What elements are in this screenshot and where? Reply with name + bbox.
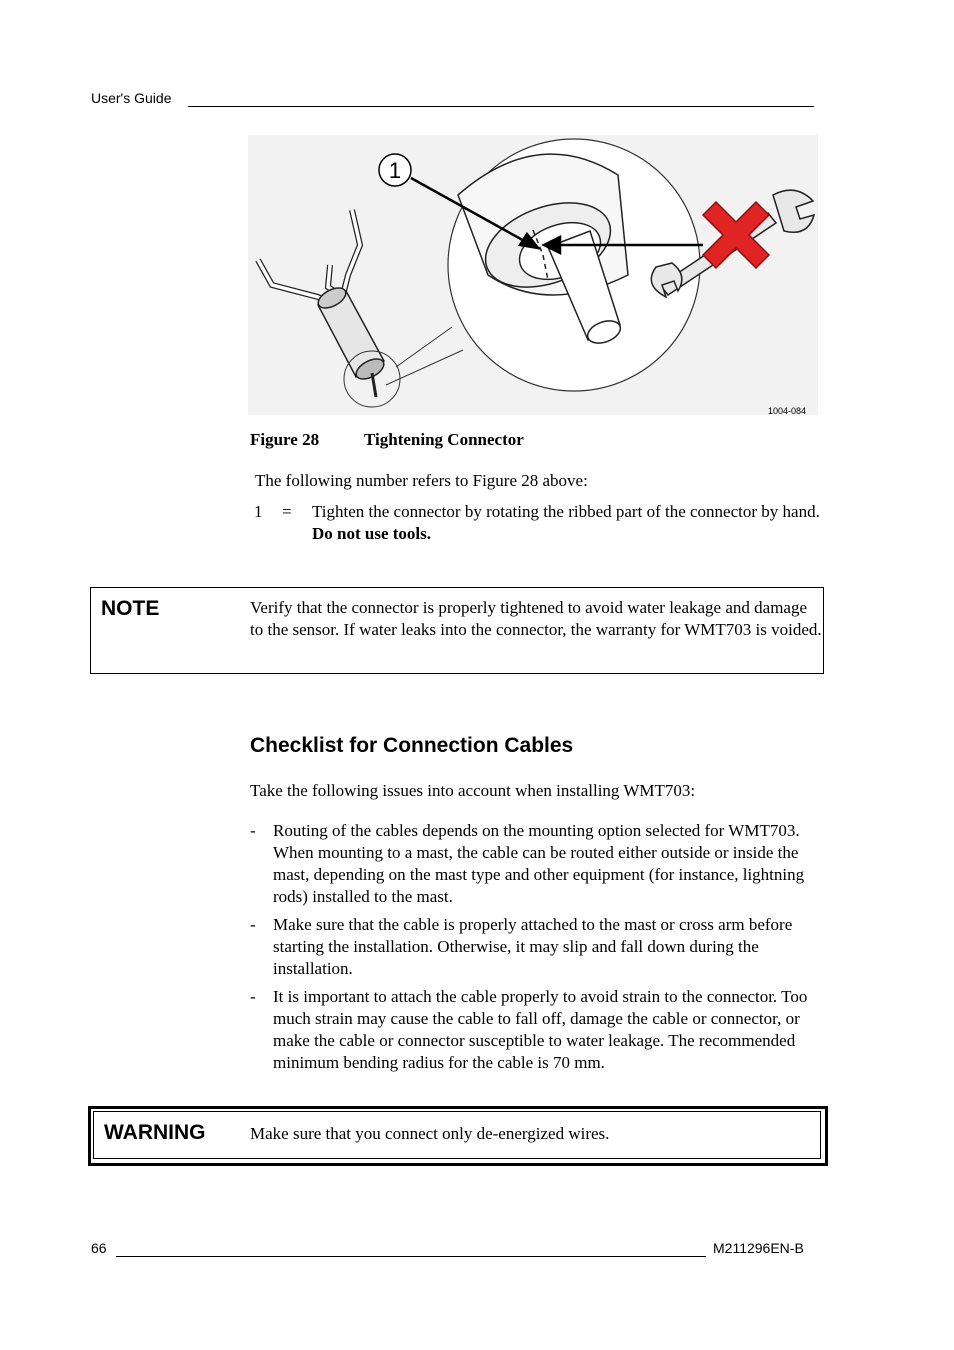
- list-item: [250, 820, 820, 908]
- reference-text-bold: Do not use tools.: [312, 524, 432, 543]
- document-code: M211296EN-B: [713, 1240, 804, 1256]
- reference-eq: =: [282, 502, 292, 521]
- figure-caption: [250, 430, 524, 450]
- section-heading: Checklist for Connection Cables: [250, 734, 574, 757]
- checklist: [250, 820, 820, 1080]
- reference-number: 1: [254, 502, 263, 521]
- reference-text-body: Tighten the connector by rotating the ribbed part of the connector by hand.: [312, 502, 820, 521]
- footer-rule: [116, 1256, 706, 1257]
- bullet-marker: -: [250, 915, 256, 934]
- figure-caption-number: Figure 28: [250, 430, 320, 449]
- list-item: [250, 914, 820, 980]
- header-rule: [188, 106, 814, 107]
- figure-caption-title: Tightening Connector: [364, 430, 524, 449]
- bullet-marker: -: [250, 821, 256, 840]
- warning-text: Make sure that you connect only de-energized wires.: [250, 1124, 610, 1143]
- connector-illustration: [248, 135, 818, 415]
- section-intro: Take the following issues into account when installing WMT703:: [250, 781, 696, 800]
- callout-number: 1: [388, 158, 402, 183]
- note-text: Verify that the connector is properly tightened to avoid water leakage and damage to the sensor. If water leaks into the connector, the warranty for WMT703 is voided.: [250, 598, 822, 639]
- references-intro: The following number refers to Figure 28 above:: [255, 471, 588, 490]
- reference-text: [312, 501, 824, 545]
- list-item-text: It is important to attach the cable properly to avoid strain to the connector. Too much strain may cause the cable to fall off, damage the cable or connector, or make the cable or connector susceptible to water leakage. The recommended minimum bending radius for the cable is 70 mm.: [273, 987, 808, 1072]
- header-title: User's Guide: [91, 90, 172, 106]
- bullet-marker: -: [250, 987, 256, 1006]
- note-label: NOTE: [101, 597, 160, 620]
- list-item: [250, 986, 820, 1074]
- warning-label: WARNING: [104, 1121, 206, 1144]
- figure-image-code: 1004-084: [768, 406, 807, 416]
- list-item-text: Make sure that the cable is properly attached to the mast or cross arm before starting the installation. Otherwise, it may slip and fall down during the installation.: [273, 915, 793, 978]
- list-item-text: Routing of the cables depends on the mounting option selected for WMT703. When mounting to a mast, the cable can be routed either outside or inside the mast, depending on the mast type and other equipment (for instance, lightning rods) installed to the mast.: [273, 821, 805, 906]
- page-number: 66: [91, 1240, 107, 1256]
